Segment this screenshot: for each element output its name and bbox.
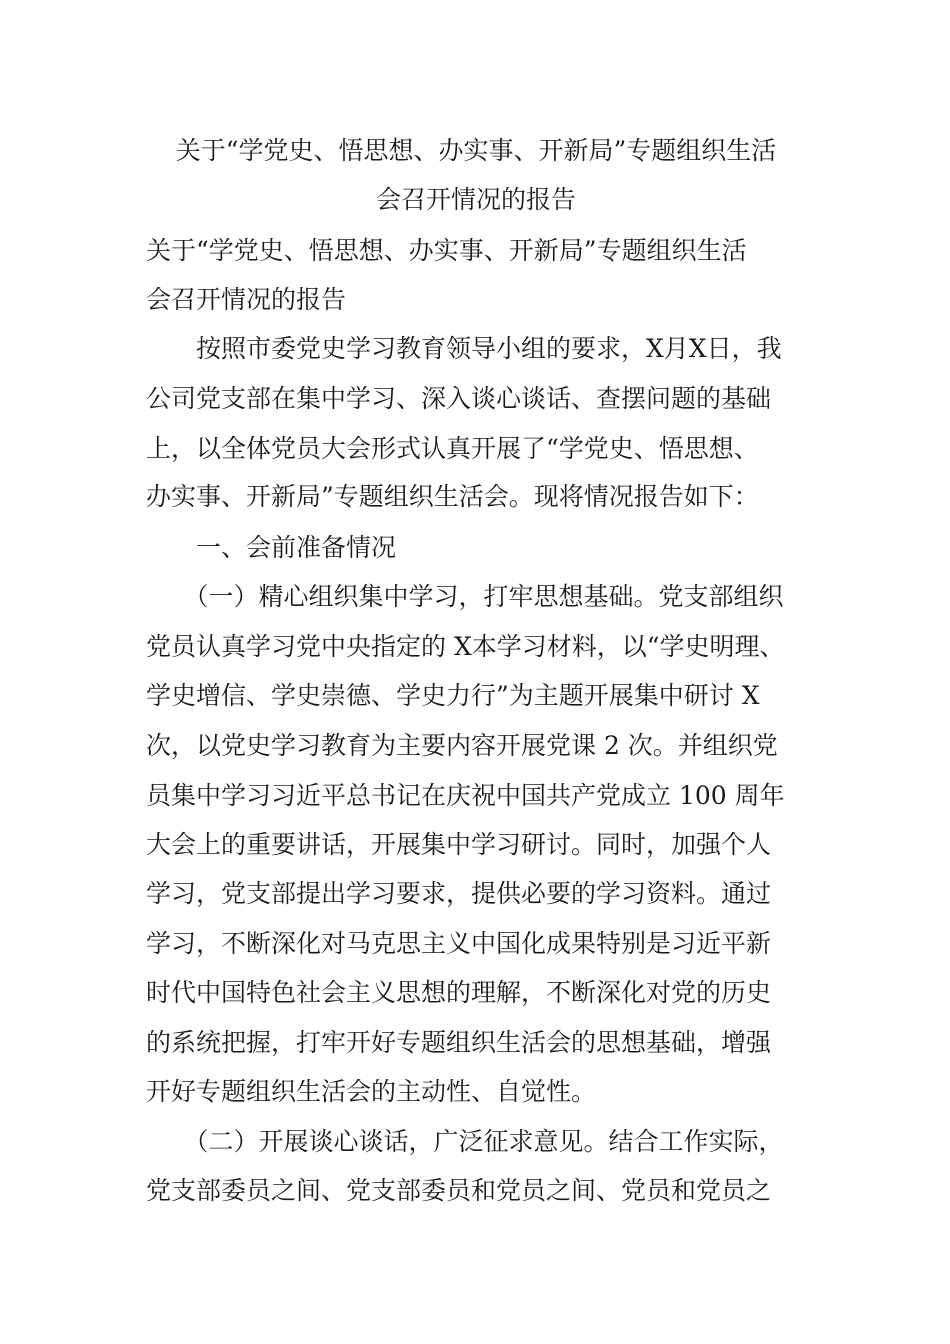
body-text-line: 开好专题组织生活会的主动性、自觉性。 (146, 1077, 597, 1106)
heading-repeat-line-2: 会召开情况的报告 (146, 285, 347, 314)
body-text-line: 按照市委党史学习教育领导小组的要求，X月X日，我 (146, 334, 782, 363)
body-text-line: 时代中国特色社会主义思想的理解，不断深化对党的历史 (146, 978, 772, 1007)
heading-repeat-line-1: 关于“学党史、悟思想、办实事、开新局”专题组织生活 (146, 236, 747, 265)
body-text-line: 的系统把握，打牢开好专题组织生活会的思想基础，增强 (146, 1028, 772, 1057)
body-text-line: 党支部委员之间、党支部委员和党员之间、党员和党员之 (146, 1176, 772, 1205)
document-title-line-1: 关于“学党史、悟思想、办实事、开新局”专题组织生活 (175, 136, 777, 165)
body-text-line: 党员认真学习党中央指定的 X本学习材料，以“学史明理、 (146, 632, 785, 661)
body-text-line: （二）开展谈心谈话，广泛征求意见。结合工作实际， (146, 1127, 784, 1156)
body-text-line: 学习，不断深化对马克思主义中国化成果特别是习近平新 (146, 929, 772, 958)
body-text-line: 学史增信、学史崇德、学史力行”为主题开展集中研讨 X (146, 681, 760, 710)
section-heading: 一、会前准备情况 (146, 533, 397, 562)
body-text-line: （一）精心组织集中学习，打牢思想基础。党支部组织 (146, 582, 784, 611)
body-text-line: 上，以全体党员大会形式认真开展了“学党史、悟思想、 (146, 434, 759, 463)
body-text-line: 办实事、开新局”专题组织生活会。现将情况报告如下： (146, 482, 759, 511)
body-text-line: 公司党支部在集中学习、深入谈心谈话、查摆问题的基础 (146, 384, 772, 413)
body-text-line: 学习，党支部提出学习要求，提供必要的学习资料。通过 (146, 879, 772, 908)
document-title-line-2: 会召开情况的报告 (375, 185, 576, 214)
body-text-line: 大会上的重要讲话，开展集中学习研讨。同时，加强个人 (146, 830, 772, 859)
body-text-line: 员集中学习习近平总书记在庆祝中国共产党成立 100 周年 (146, 781, 785, 810)
body-text-line: 次，以党史学习教育为主要内容开展党课 2 次。并组织党 (146, 731, 778, 760)
